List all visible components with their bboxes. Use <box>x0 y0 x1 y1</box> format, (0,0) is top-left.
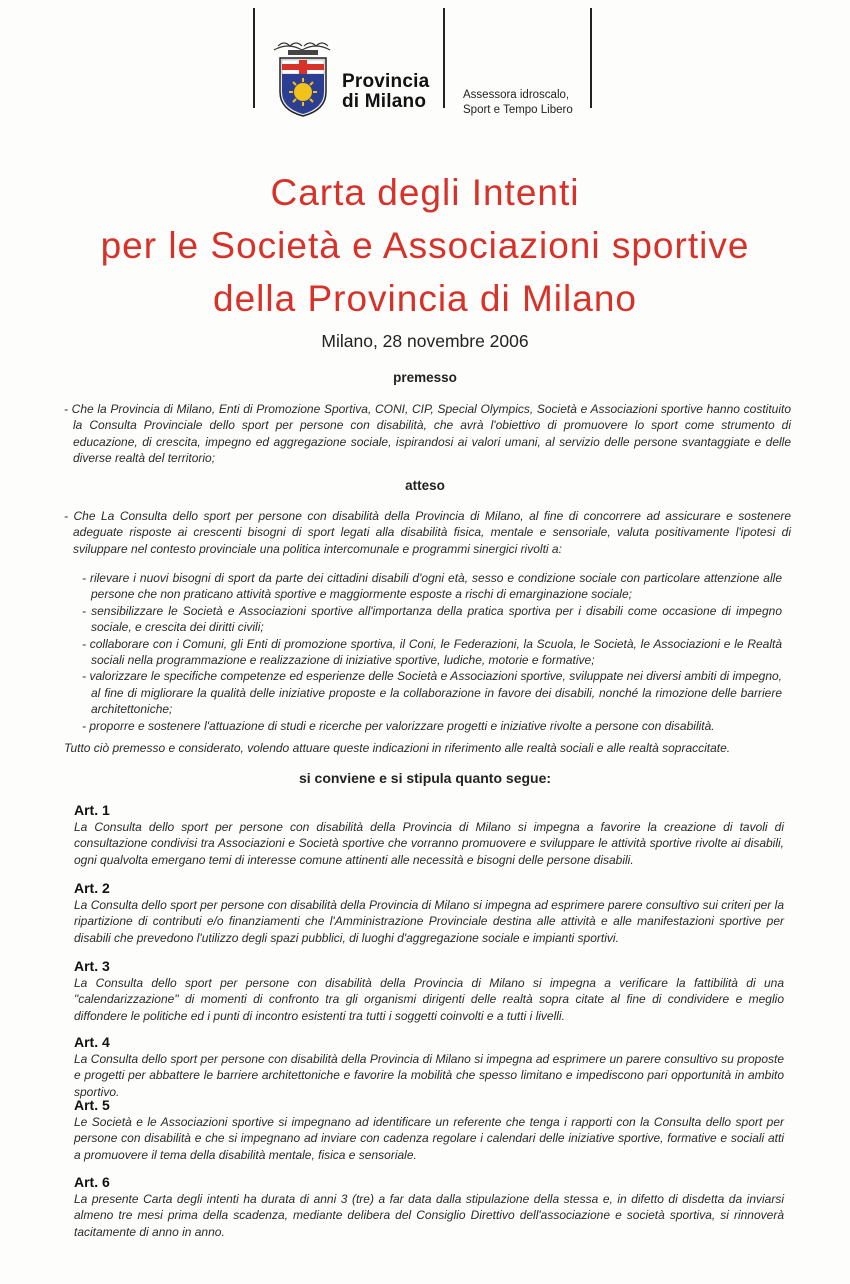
article-title: Art. 2 <box>74 880 110 896</box>
title-line: Carta degli Intenti <box>270 172 580 213</box>
article-title: Art. 3 <box>74 958 110 974</box>
article-title: Art. 1 <box>74 802 110 818</box>
article <box>74 1097 784 1163</box>
article <box>74 1174 784 1240</box>
article <box>74 1034 784 1100</box>
list-item: - proporre e sostenere l'attuazione di studi e ricerche per valorizzare progetti e iniziative rivolte a persone con disabilità. <box>82 718 715 733</box>
stipula-heading: si conviene e si stipula quanto segue: <box>298 770 552 786</box>
province-name-line: Provincia <box>342 71 430 92</box>
article <box>74 958 784 1024</box>
article-text: La Consulta dello sport per persone con disabilità della Provincia di Milano si impegna ad esprimere un parere consultivo su proposte e progetti per abbattere le barriere architettoniche e favorire la mobilità che spesso limitano e impediscono pari opportunità in ambito sportivo. <box>74 1052 784 1099</box>
assessor-office <box>463 88 573 118</box>
article-text: La Consulta dello sport per persone con disabilità della Provincia di Milano si impegna a favorire la creazione di tavoli di consultazione condivisi tra Associazioni e Società sportive che vorranno promuovere e sviluppare le attività sportive rivolte ai disabili, ogni qualvolta emergano temi di interesse comune attinenti alle necessità e bisogni delle persone disabili. <box>74 820 784 867</box>
title-line: della Provincia di Milano <box>213 278 637 319</box>
premesso-heading: premesso <box>393 370 457 385</box>
assessor-line: Assessora idroscalo, <box>463 89 570 101</box>
title-line: per le Società e Associazioni sportive <box>100 225 750 266</box>
province-name-line: di Milano <box>342 91 427 112</box>
list-item: - collaborare con i Comuni, gli Enti di promozione sportiva, il Coni, le Federazioni, la Scuola, le Società, le Associazioni e le Realtà sociali nella programmazione e realizzazione di iniziative sportive, ludiche, motorie e formative; <box>82 636 782 668</box>
article-text: La Consulta dello sport per persone con disabilità della Provincia di Milano si impegna ad esprimere parere consultivo sui criteri per la ripartizione di contributi e/o finanziamenti che l'Amministrazione Provinciale destina alle attività e alle manifestazioni sportive per disabili che prevedono l'utilizzo degli spazi pubblici, di luoghi d'aggregazione sociale e impianti sportivi. <box>74 898 784 945</box>
assessor-line: Sport e Tempo Libero <box>463 104 573 116</box>
atteso-heading: atteso <box>405 478 445 493</box>
article-text: La presente Carta degli intenti ha durata di anni 3 (tre) a far data dalla stipulazione della stessa e, in difetto di disdetta da inviarsi almeno tre mesi prima della scadenza, mediante delibera del Consiglio Direttivo dell'associazione e società sportiva, si rinnoverà tacitamente di anno in anno. <box>74 1192 784 1239</box>
article-title: Art. 6 <box>74 1174 110 1190</box>
divider-line <box>590 8 592 108</box>
article <box>74 802 784 868</box>
letterhead <box>0 8 850 116</box>
article-text: La Consulta dello sport per persone con disabilità della Provincia di Milano si impegna a verificare la fattibilità di una "calendarizzazione" di momenti di confronto tra gli organismi dirigenti delle realtà sopra citate al fine di condividere e meglio diffondere le politiche ed i punti di incontro esistenti tra tutti i soggetti coinvolti e a tutti i livelli. <box>74 976 784 1023</box>
province-name <box>342 72 429 112</box>
objectives-list <box>82 570 782 734</box>
province-crest-icon <box>268 36 338 120</box>
list-item: - rilevare i nuovi bisogni di sport da parte dei cittadini disabili d'ogni età, sesso e condizione sociale con particolare attenzione alle persone che non praticano attività sportive e maggiormente esposte a rischi di emarginazione sociale; <box>82 571 782 602</box>
premesso-text: - Che la Provincia di Milano, Enti di Promozione Sportiva, CONI, CIP, Special Olympics, Società e Associazioni sportive hanno costituito la Consulta Provinciale dello sport per persone con disabilità, che avrà l'obiettivo di promuovere lo sport come strumento di educazione, di crescita, impegno ed aggregazione sociale, ispirandosi ai valori umani, al servizio delle persone svantaggiate e delle diverse realtà del territorio; <box>64 402 791 466</box>
list-item: - valorizzare le specifiche competenze ed esperienze delle Società e Associazioni sportive, sviluppate nei diversi ambiti di impegno, al fine di migliorare la qualità delle iniziative proposte e la collaborazione in favore dei disabili, nonché la rimozione delle barriere architettoniche; <box>82 669 782 717</box>
divider-line <box>253 8 255 108</box>
article-title: Art. 4 <box>74 1034 110 1050</box>
document-date: Milano, 28 novembre 2006 <box>321 331 529 351</box>
article-text: Le Società e le Associazioni sportive si impegnano ad identificare un referente che tenga i rapporti con la Consulta dello sport per persone con disabilità e che si impegnano ad inviare con cadenza regolare i calendari delle iniziative sportive, formative e sociali atti a promuovere il tema della disabilità mentale, fisica e sensoriale. <box>74 1115 784 1162</box>
closing-statement: Tutto ciò premesso e considerato, volendo attuare queste indicazioni in riferimento alle realtà sociali e alle realtà sopraccitate. <box>64 741 731 755</box>
atteso-text: - Che La Consulta dello sport per persone con disabilità della Provincia di Milano, al fine di concorrere ad assicurare e sostenere adeguate risposte ai crescenti bisogni di sport legati alla disabilità fisica, mentale e sensoriale, valuta positivamente l'ipotesi di sviluppare nel contesto provinciale una politica intercomunale e programmi sinergici rivolti a: <box>64 509 791 556</box>
document-title <box>0 166 850 325</box>
article-title: Art. 5 <box>74 1097 110 1113</box>
list-item: - sensibilizzare le Società e Associazioni sportive all'importanza della pratica sportiva per i disabili come occasione di impegno sociale, e crescita dei diritti civili; <box>82 603 782 635</box>
divider-line <box>443 8 445 108</box>
article <box>74 880 784 946</box>
